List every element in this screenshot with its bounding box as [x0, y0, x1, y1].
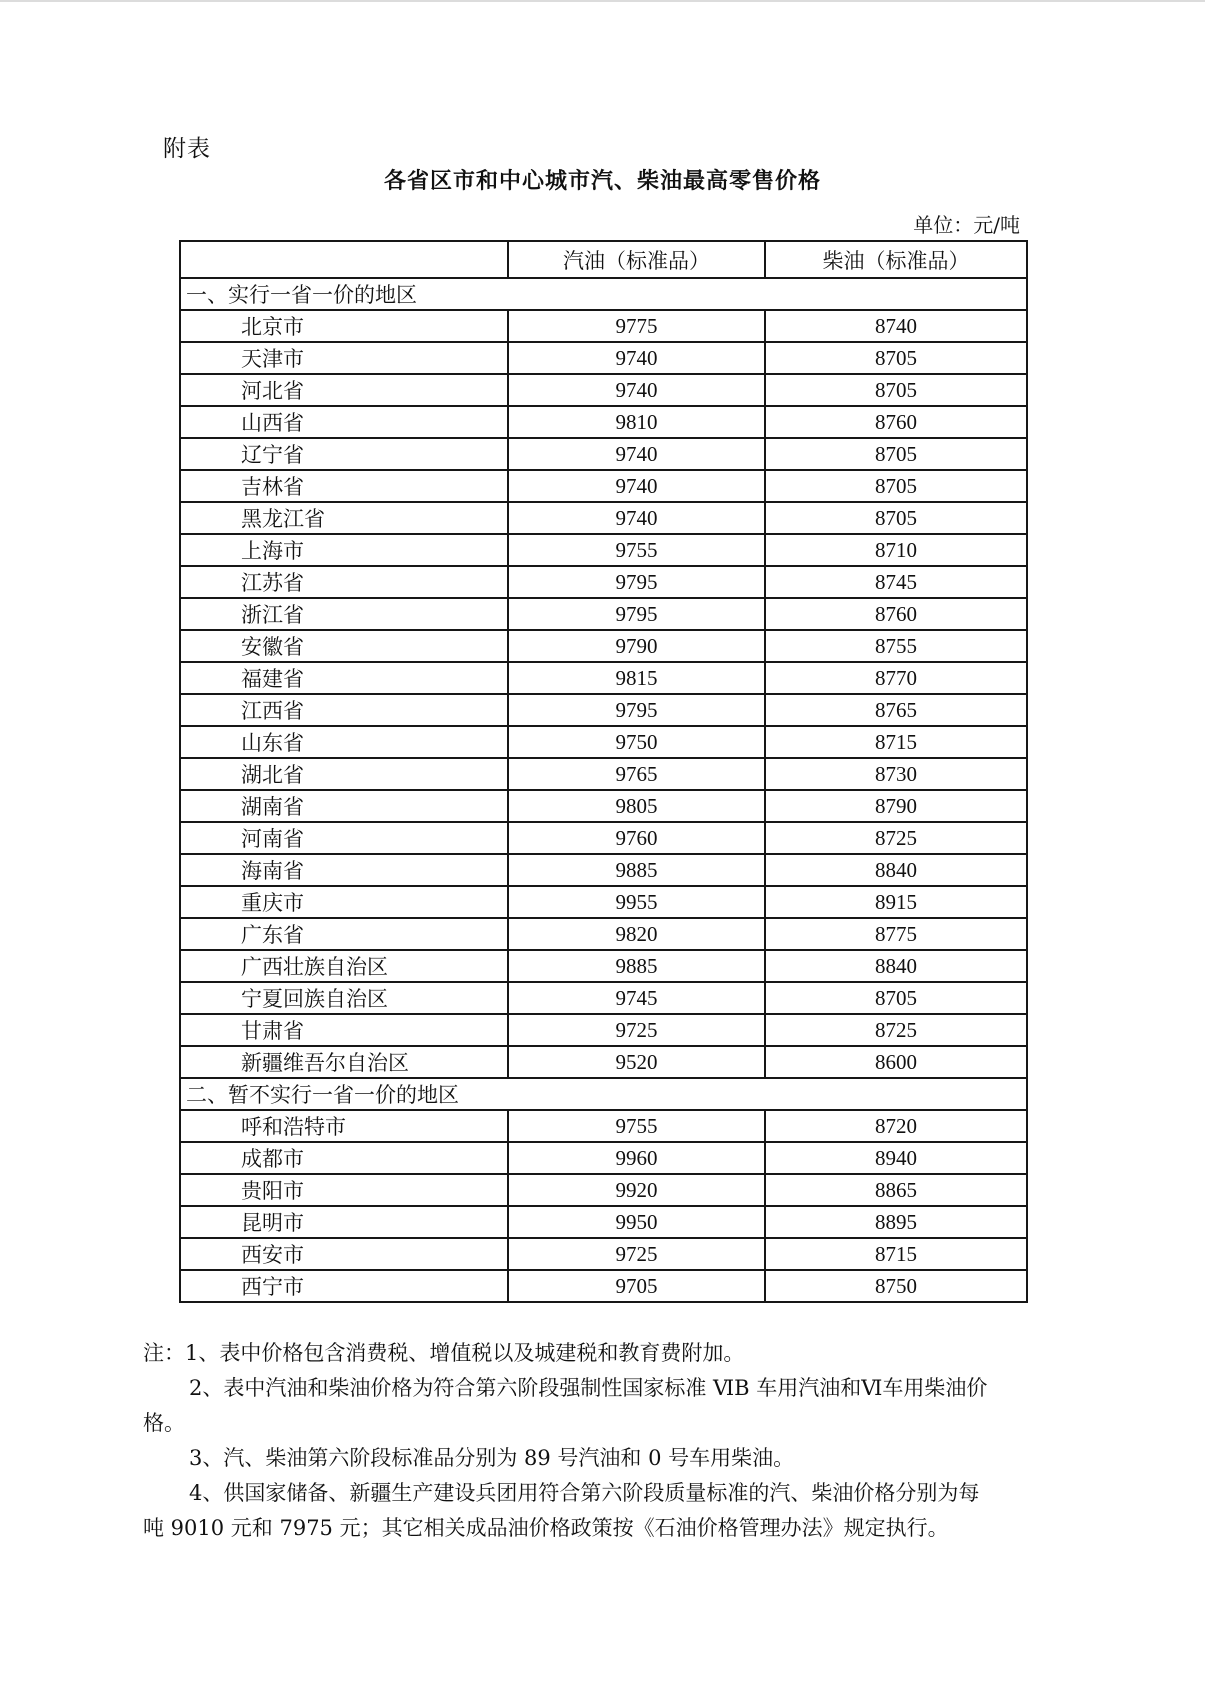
- gasoline-price: 9775: [508, 310, 765, 342]
- diesel-price: 8745: [765, 566, 1027, 598]
- region-name: 西宁市: [180, 1270, 508, 1302]
- region-name: 江苏省: [180, 566, 508, 598]
- column-header-gasoline: 汽油（标准品）: [508, 241, 765, 278]
- table-row: [180, 470, 1027, 502]
- gasoline-price: 9955: [508, 886, 765, 918]
- gasoline-price: 9740: [508, 374, 765, 406]
- region-name: 天津市: [180, 342, 508, 374]
- region-name: 湖北省: [180, 758, 508, 790]
- table-row: [180, 1046, 1027, 1078]
- fuel-price-table: [179, 240, 1028, 1303]
- section-header: 一、实行一省一价的地区: [180, 278, 1027, 310]
- table-row: [180, 438, 1027, 470]
- table-row: [180, 1206, 1027, 1238]
- region-name: 湖南省: [180, 790, 508, 822]
- region-name: 江西省: [180, 694, 508, 726]
- diesel-price: 8760: [765, 598, 1027, 630]
- diesel-price: 8705: [765, 470, 1027, 502]
- gasoline-price: 9755: [508, 1110, 765, 1142]
- diesel-price: 8840: [765, 950, 1027, 982]
- gasoline-price: 9885: [508, 854, 765, 886]
- diesel-price: 8755: [765, 630, 1027, 662]
- table-row: [180, 310, 1027, 342]
- diesel-price: 8940: [765, 1142, 1027, 1174]
- gasoline-price: 9795: [508, 566, 765, 598]
- gasoline-price: 9790: [508, 630, 765, 662]
- note-line: 2、表中汽油和柴油价格为符合第六阶段强制性国家标准 ⅥB 车用汽油和Ⅵ车用柴油价: [189, 1376, 988, 1400]
- gasoline-price: 9885: [508, 950, 765, 982]
- price-table-body: [180, 278, 1027, 1302]
- note-line: 注：1、表中价格包含消费税、增值税以及城建税和教育费附加。: [143, 1341, 745, 1365]
- gasoline-price: 9725: [508, 1238, 765, 1270]
- diesel-price: 8705: [765, 982, 1027, 1014]
- table-row: [180, 950, 1027, 982]
- region-name: 福建省: [180, 662, 508, 694]
- gasoline-price: 9960: [508, 1142, 765, 1174]
- diesel-price: 8715: [765, 1238, 1027, 1270]
- table-row: [180, 630, 1027, 662]
- gasoline-price: 9740: [508, 438, 765, 470]
- region-name: 西安市: [180, 1238, 508, 1270]
- column-header-diesel: 柴油（标准品）: [765, 241, 1027, 278]
- diesel-price: 8765: [765, 694, 1027, 726]
- diesel-price: 8730: [765, 758, 1027, 790]
- region-name: 河北省: [180, 374, 508, 406]
- gasoline-price: 9920: [508, 1174, 765, 1206]
- region-name: 山西省: [180, 406, 508, 438]
- gasoline-price: 9705: [508, 1270, 765, 1302]
- region-name: 成都市: [180, 1142, 508, 1174]
- region-name: 河南省: [180, 822, 508, 854]
- unit-label: 单位：元/吨: [913, 213, 1020, 237]
- region-name: 新疆维吾尔自治区: [180, 1046, 508, 1078]
- table-row: [180, 598, 1027, 630]
- page-title: 各省区市和中心城市汽、柴油最高零售价格: [383, 168, 821, 194]
- region-name: 辽宁省: [180, 438, 508, 470]
- gasoline-price: 9745: [508, 982, 765, 1014]
- table-row: [180, 1270, 1027, 1302]
- region-name: 山东省: [180, 726, 508, 758]
- gasoline-price: 9805: [508, 790, 765, 822]
- region-name: 北京市: [180, 310, 508, 342]
- table-row: [180, 1174, 1027, 1206]
- section-header-row: [180, 278, 1027, 310]
- table-row: [180, 566, 1027, 598]
- diesel-price: 8705: [765, 502, 1027, 534]
- diesel-price: 8740: [765, 310, 1027, 342]
- table-row: [180, 790, 1027, 822]
- note-line: 格。: [143, 1411, 185, 1435]
- gasoline-price: 9820: [508, 918, 765, 950]
- region-name: 广东省: [180, 918, 508, 950]
- table-row: [180, 918, 1027, 950]
- table-row: [180, 1014, 1027, 1046]
- region-name: 昆明市: [180, 1206, 508, 1238]
- notes-section: [143, 1336, 1063, 1546]
- diesel-price: 8775: [765, 918, 1027, 950]
- gasoline-price: 9810: [508, 406, 765, 438]
- region-name: 上海市: [180, 534, 508, 566]
- gasoline-price: 9740: [508, 470, 765, 502]
- region-name: 吉林省: [180, 470, 508, 502]
- diesel-price: 8725: [765, 822, 1027, 854]
- diesel-price: 8600: [765, 1046, 1027, 1078]
- region-name: 宁夏回族自治区: [180, 982, 508, 1014]
- table-row: [180, 1142, 1027, 1174]
- note-line: 3、汽、柴油第六阶段标准品分别为 89 号汽油和 0 号车用柴油。: [189, 1446, 795, 1470]
- gasoline-price: 9520: [508, 1046, 765, 1078]
- gasoline-price: 9795: [508, 694, 765, 726]
- table-row: [180, 662, 1027, 694]
- section-header: 二、暂不实行一省一价的地区: [180, 1078, 1027, 1110]
- gasoline-price: 9950: [508, 1206, 765, 1238]
- region-name: 贵阳市: [180, 1174, 508, 1206]
- table-row: [180, 694, 1027, 726]
- table-row: [180, 406, 1027, 438]
- diesel-price: 8720: [765, 1110, 1027, 1142]
- note-line: 吨 9010 元和 7975 元；其它相关成品油价格政策按《石油价格管理办法》规定执行。: [143, 1516, 949, 1540]
- diesel-price: 8715: [765, 726, 1027, 758]
- table-row: [180, 502, 1027, 534]
- region-name: 呼和浩特市: [180, 1110, 508, 1142]
- diesel-price: 8865: [765, 1174, 1027, 1206]
- page-top-divider: [0, 0, 1205, 2]
- diesel-price: 8915: [765, 886, 1027, 918]
- gasoline-price: 9740: [508, 342, 765, 374]
- region-name: 广西壮族自治区: [180, 950, 508, 982]
- region-name: 黑龙江省: [180, 502, 508, 534]
- gasoline-price: 9765: [508, 758, 765, 790]
- diesel-price: 8705: [765, 374, 1027, 406]
- table-row: [180, 854, 1027, 886]
- table-header-row: [180, 241, 1027, 278]
- table-row: [180, 534, 1027, 566]
- gasoline-price: 9725: [508, 1014, 765, 1046]
- table-row: [180, 982, 1027, 1014]
- region-name: 重庆市: [180, 886, 508, 918]
- diesel-price: 8895: [765, 1206, 1027, 1238]
- table-row: [180, 1110, 1027, 1142]
- attachment-label: 附表: [163, 136, 211, 162]
- region-name: 浙江省: [180, 598, 508, 630]
- gasoline-price: 9755: [508, 534, 765, 566]
- table-row: [180, 758, 1027, 790]
- table-row: [180, 822, 1027, 854]
- table-row: [180, 726, 1027, 758]
- gasoline-price: 9750: [508, 726, 765, 758]
- table-row: [180, 1238, 1027, 1270]
- region-name: 甘肃省: [180, 1014, 508, 1046]
- gasoline-price: 9815: [508, 662, 765, 694]
- diesel-price: 8760: [765, 406, 1027, 438]
- region-name: 海南省: [180, 854, 508, 886]
- table-row: [180, 342, 1027, 374]
- diesel-price: 8705: [765, 342, 1027, 374]
- diesel-price: 8840: [765, 854, 1027, 886]
- gasoline-price: 9795: [508, 598, 765, 630]
- diesel-price: 8710: [765, 534, 1027, 566]
- diesel-price: 8750: [765, 1270, 1027, 1302]
- diesel-price: 8725: [765, 1014, 1027, 1046]
- gasoline-price: 9740: [508, 502, 765, 534]
- diesel-price: 8790: [765, 790, 1027, 822]
- diesel-price: 8770: [765, 662, 1027, 694]
- table-row: [180, 374, 1027, 406]
- table-row: [180, 886, 1027, 918]
- section-header-row: [180, 1078, 1027, 1110]
- diesel-price: 8705: [765, 438, 1027, 470]
- gasoline-price: 9760: [508, 822, 765, 854]
- note-line: 4、供国家储备、新疆生产建设兵团用符合第六阶段质量标准的汽、柴油价格分别为每: [189, 1481, 980, 1505]
- column-header-region: [180, 241, 508, 278]
- region-name: 安徽省: [180, 630, 508, 662]
